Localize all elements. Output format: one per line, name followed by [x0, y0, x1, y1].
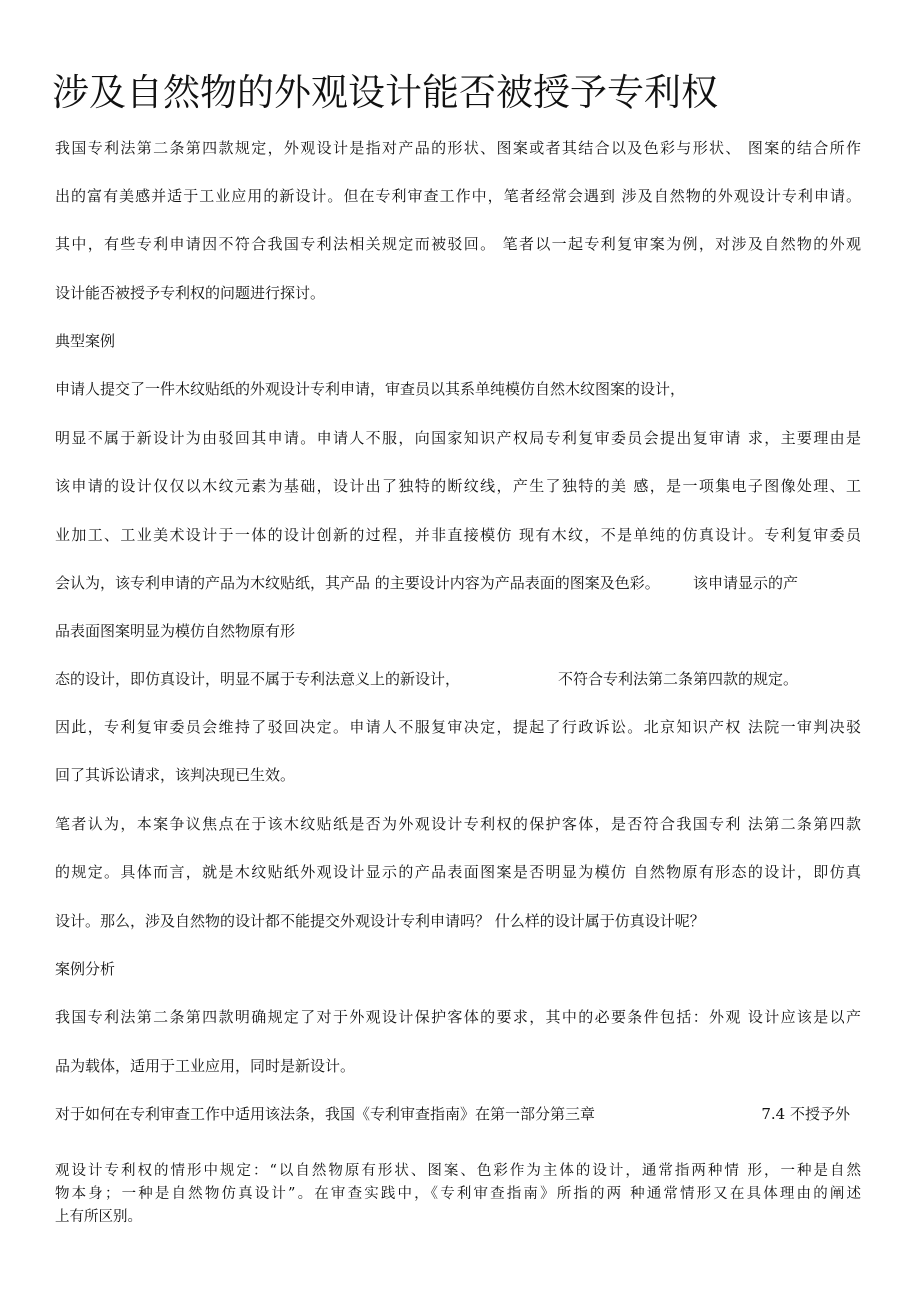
paragraph-line: 因此，专利复审委员会维持了驳回决定。申请人不服复审决定，提起了行政诉讼。北京知识产权 法院一审判决驳: [55, 718, 861, 736]
paragraph-line: 出的富有美感并适于工业应用的新设计。但在专利审查工作中，笔者经常会遇到 涉及自然物的外观设计专利申请。: [55, 187, 861, 205]
paragraph-line: 品为载体，适用于工业应用，同时是新设计。: [55, 1057, 356, 1075]
paragraph-segment: 不符合专利法第二条第四款的规定。: [558, 670, 799, 688]
paragraph-line: 的规定。具体而言，就是木纹贴纸外观设计显示的产品表面图案是否明显为模仿 自然物原有形态的设计，即仿真: [55, 863, 861, 881]
paragraph-line: 该申请的设计仅仅以木纹元素为基础，设计出了独特的断纹线，产生了独特的美 感，是一项集电子图像处理、工: [55, 477, 861, 495]
paragraph-line: 物本身；一种是自然物仿真设计”。在审查实践中，《专利审查指南》所指的两 种通常情形又在具体理由的阐述: [55, 1186, 861, 1202]
paragraph-line: 笔者认为，本案争议焦点在于该木纹贴纸是否为外观设计专利权的保护客体，是否符合我国专利 法第二条第四款: [55, 815, 861, 833]
paragraph-line: 我国专利法第二条第四款规定，外观设计是指对产品的形状、图案或者其结合以及色彩与形状、 图案的结合所作: [55, 139, 861, 157]
paragraph-line: 我国专利法第二条第四款明确规定了对于外观设计保护客体的要求，其中的必要条件包括：外观 设计应该是以产: [55, 1008, 861, 1026]
paragraph-line: 设计。那么，涉及自然物的设计都不能提交外观设计专利申请吗？ 什么样的设计属于仿真设计呢？: [55, 912, 705, 930]
paragraph-line: 品表面图案明显为模仿自然物原有形: [55, 622, 296, 640]
paragraph-segment: 7.4 不授予外: [761, 1105, 850, 1123]
paragraph-line: 上有所区别。: [55, 1209, 142, 1225]
paragraph-line: 观设计专利权的情形中规定：“以自然物原有形状、图案、色彩作为主体的设计，通常指两种情 形，一种是自然: [55, 1163, 861, 1179]
paragraph-segment: 对于如何在专利审查工作中适用该法条，我国《专利审查指南》在第一部分第三章: [55, 1105, 596, 1123]
paragraph-line: 业加工、工业美术设计于一体的设计创新的过程，并非直接模仿 现有木纹，不是单纯的仿真设计。专利复审委员: [55, 526, 861, 544]
paragraph-line: [55, 572, 861, 594]
page-title: 涉及自然物的外观设计能否被授予专利权: [52, 71, 718, 114]
section-heading: 典型案例: [55, 332, 116, 350]
paragraph-line: 设计能否被授予专利权的问题进行探讨。: [55, 284, 326, 302]
paragraph-segment: 会认为，该专利申请的产品为木纹贴纸，其产品 的主要设计内容为产品表面的图案及色彩。: [55, 574, 660, 592]
section-heading: 案例分析: [55, 960, 116, 978]
paragraph-segment: 态的设计，即仿真设计，明显不属于专利法意义上的新设计，: [55, 670, 461, 688]
paragraph-line: [55, 1103, 861, 1125]
paragraph-line: 回了其诉讼请求，该判决现已生效。: [55, 766, 296, 784]
paragraph-segment: 该申请显示的产: [692, 574, 798, 592]
paragraph-line: 明显不属于新设计为由驳回其申请。申请人不服，向国家知识产权局专利复审委员会提出复审请 求，主要理由是: [55, 429, 861, 447]
paragraph-line: [55, 668, 861, 690]
paragraph-line: 其中，有些专利申请因不符合我国专利法相关规定而被驳回。 笔者以一起专利复审案为例，对涉及自然物的外观: [55, 235, 861, 253]
paragraph-line: 申请人提交了一件木纹贴纸的外观设计专利申请，审查员以其系单纯模仿自然木纹图案的设计，: [55, 380, 686, 398]
